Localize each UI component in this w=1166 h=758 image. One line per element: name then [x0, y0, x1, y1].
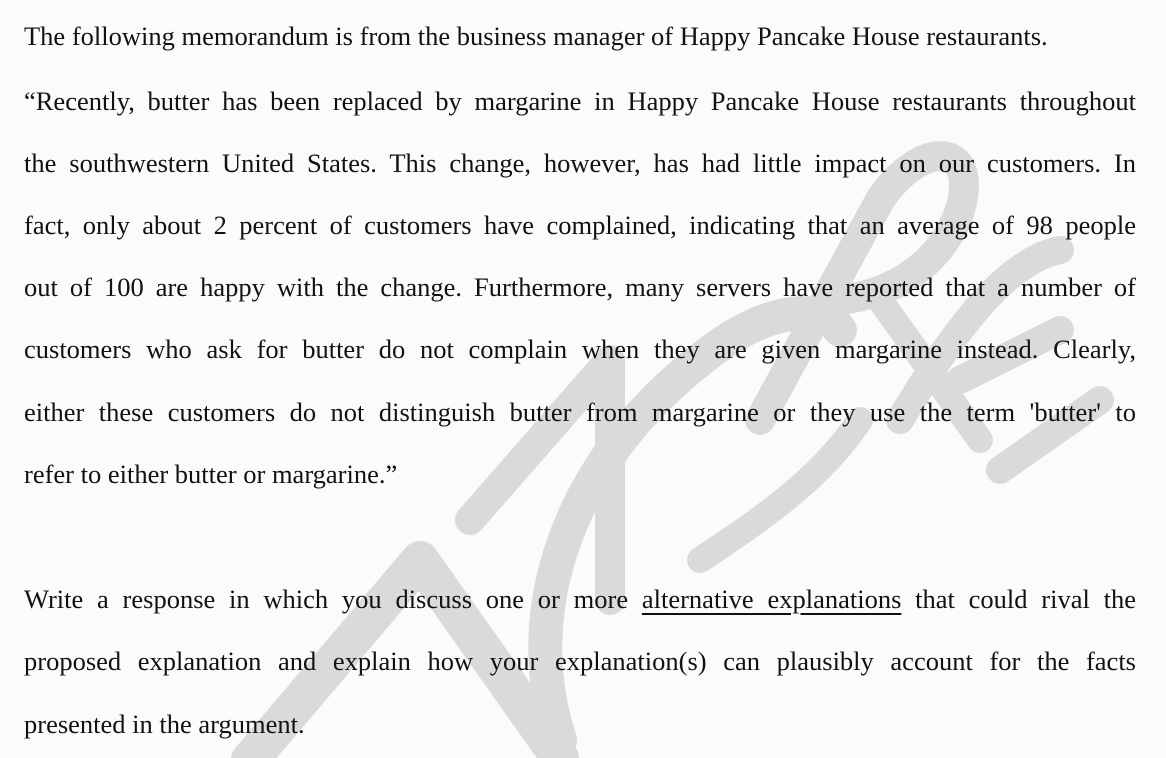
task-line-1-before: Write a response in which you discuss one or more: [24, 584, 642, 614]
memo-quote-line-6: either these customers do not distinguish butter from margarine or they use the term 'butter' to: [24, 397, 1136, 427]
task-line-3: presented in the argument.: [24, 709, 305, 739]
task-line-1: [24, 582, 1136, 616]
task-line-2: proposed explanation and explain how your explanation(s) can plausibly account for the facts: [24, 646, 1136, 676]
memo-intro: The following memorandum is from the business manager of Happy Pancake House restaurants.: [24, 21, 1048, 51]
task-line-1-after: that could rival the: [901, 584, 1136, 614]
memo-quote-line-3: fact, only about 2 percent of customers have complained, indicating that an average of 98 people: [24, 210, 1136, 240]
memo-quote-line-4: out of 100 are happy with the change. Furthermore, many servers have reported that a number of: [24, 272, 1136, 302]
alternative-explanations-underlined: alternative explanations: [641, 584, 902, 614]
memo-quote-line-7: refer to either butter or margarine.”: [24, 459, 398, 489]
memo-quote-line-2: the southwestern United States. This change, however, has had little impact on our customers. In: [24, 148, 1136, 178]
memo-quote-line-5: customers who ask for butter do not complain when they are given margarine instead. Clearly,: [24, 334, 1136, 364]
memo-quote-line-1: “Recently, butter has been replaced by margarine in Happy Pancake House restaurants throughout: [24, 86, 1136, 116]
